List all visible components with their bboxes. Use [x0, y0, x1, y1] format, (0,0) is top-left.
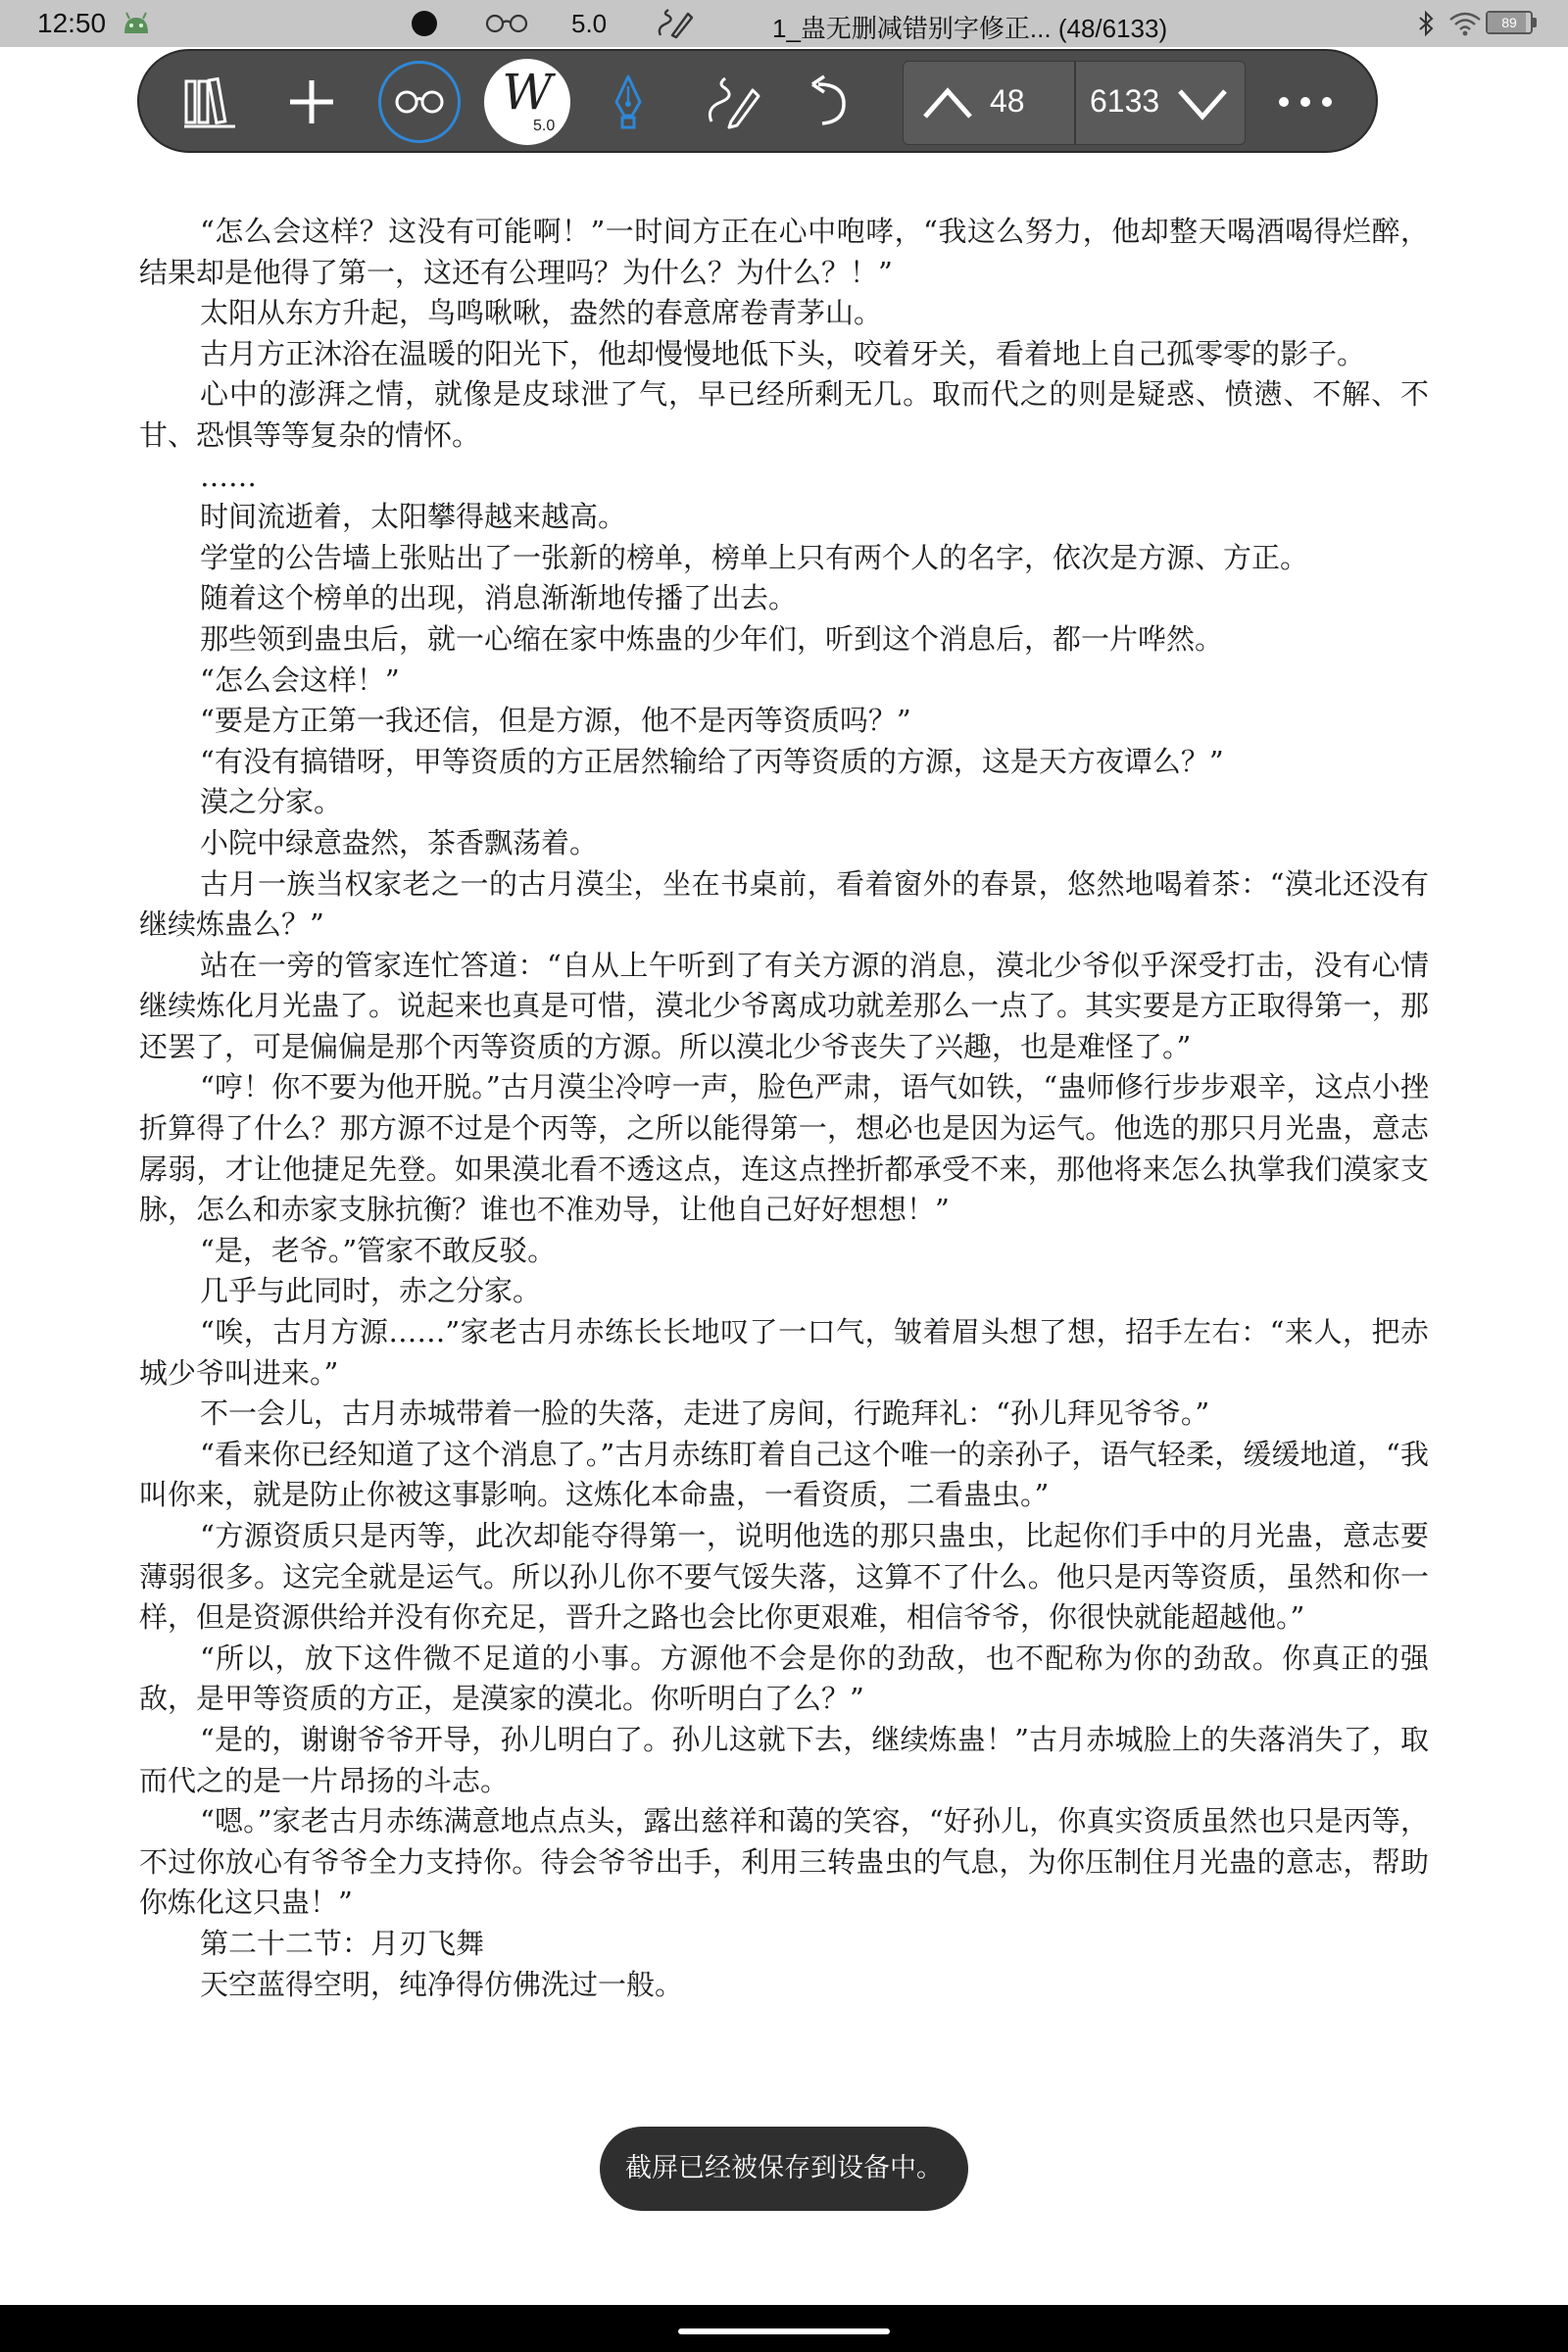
- more-icon[interactable]: [1276, 92, 1335, 112]
- paragraph: 心中的澎湃之情，就像是皮球泄了气，早已经所剩无几。取而代之的则是疑惑、愤懑、不解、不甘、恐惧等等复杂的情怀。: [139, 377, 1429, 452]
- library-icon[interactable]: [182, 75, 237, 128]
- paragraph: “有没有搞错呀，甲等资质的方正居然输给了丙等资质的方源，这是天方夜谭么？”: [200, 744, 1224, 778]
- status-bar: [0, 0, 1568, 47]
- paragraph: 天空蓝得空明，纯净得仿佛洗过一般。: [200, 1967, 684, 2001]
- page-divider: [1074, 62, 1076, 144]
- paragraph: “唉，古月方源……”家老古月赤练长长地叹了一口气，皱着眉头想了想，招手左右：“来人，把赤城少爷叫进来。”: [139, 1315, 1429, 1390]
- battery-cap: [1533, 18, 1537, 27]
- paragraph: ……: [200, 459, 257, 493]
- glasses-icon: [484, 12, 529, 35]
- paragraph: “嗯。”家老古月赤练满意地点点头，露出慈祥和蔼的笑容，“好孙儿，你真实资质虽然也只是丙等，不过你放心有爷爷全力支持你。待会爷爷出手，利用三转蛊虫的气息，为你压制住月光蛊的意志，帮助你炼化这只蛊！”: [139, 1804, 1429, 1920]
- paragraph: “怎么会这样！”: [200, 662, 400, 697]
- reader-toolbar: [137, 49, 1378, 153]
- signature-icon[interactable]: [706, 74, 762, 129]
- screenshot-saved-toast: 截屏已经被保存到设备中。: [600, 2127, 968, 2211]
- paragraph: “方源资质只是丙等，此次却能夺得第一，说明他选的那只蛊虫，比起你们手中的月光蛊，意志要薄弱很多。这完全就是运气。所以孙儿你不要气馁失落，这算不了什么。他只是丙等资质，虽然和你一样，但是资源供给并没有你充足，晋升之路也会比你更艰难，相信爷爷，你很快就能超越他。”: [139, 1519, 1429, 1635]
- current-page[interactable]: 48: [990, 83, 1025, 119]
- chevron-up-icon[interactable]: [921, 81, 974, 124]
- add-icon[interactable]: [286, 76, 337, 127]
- fountain-pen-icon[interactable]: [607, 73, 650, 131]
- status-speed: 5.0: [571, 9, 608, 38]
- paragraph: 那些领到蛊虫后，就一心缩在家中炼蛊的少年们，听到这个消息后，都一片哗然。: [200, 621, 1224, 656]
- reading-mode-button[interactable]: [378, 61, 461, 143]
- paragraph: 古月一族当权家老之一的古月漠尘，坐在书桌前，看着窗外的春景，悠然地喝着茶：“漠北还没有继续炼蛊么？”: [139, 866, 1429, 942]
- battery-percent: 89: [1501, 15, 1517, 30]
- paragraph: 随着这个榜单的出现，消息渐渐地传播了出去。: [200, 581, 798, 615]
- paragraph: 学堂的公告墙上张贴出了一张新的榜单，榜单上只有两个人的名字，依次是方源、方正。: [200, 540, 1309, 574]
- page-navigator: [903, 61, 1246, 145]
- paragraph: 古月方正沐浴在温暖的阳光下，他却慢慢地低下头，咬着牙关，看着地上自己孤零零的影子。: [200, 336, 1366, 370]
- write-speed: 5.0: [533, 118, 556, 134]
- paragraph: 几乎与此同时，赤之分家。: [200, 1274, 542, 1308]
- handwriting-mode-button[interactable]: [484, 59, 570, 145]
- reading-glasses-icon: [395, 87, 444, 117]
- paragraph: “哼！你不要为他开脱。”古月漠尘冷哼一声，脸色严肃，语气如铁，“蛊师修行步步艰辛，这点小挫折算得了什么？那方源不过是个丙等，之所以能得第一，想必也是因为运气。他选的那只月光蛊，意志孱弱，才让他捷足先登。如果漠北看不透这点，连这点挫折都承受不来，那他将来怎么执掌我们漠家支脉，怎么和赤家支脉抗衡？谁也不准劝导，让他自己好好想想！”: [139, 1070, 1429, 1227]
- paragraph: 不一会儿，古月赤城带着一脸的失落，走进了房间，行跪拜礼：“孙儿拜见爷爷。”: [200, 1396, 1210, 1431]
- paragraph: 时间流逝着，太阳攀得越来越高。: [200, 500, 627, 534]
- undo-icon[interactable]: [808, 74, 852, 129]
- paragraph: 第二十二节：月刃飞舞: [200, 1926, 485, 1960]
- wifi-icon: [1448, 10, 1482, 37]
- document-title: 1_蛊无删减错别字修正... (48/6133): [772, 14, 1168, 43]
- navigation-bar: [0, 2305, 1568, 2352]
- battery-icon: [1486, 11, 1533, 34]
- paragraph: 漠之分家。: [200, 785, 343, 819]
- paragraph: “怎么会这样？这没有可能啊！”一时间方正在心中咆哮，“我这么努力，他却整天喝酒喝得烂醉，结果却是他得了第一，这还有公理吗？为什么？为什么？！”: [139, 215, 1429, 289]
- paragraph: “要是方正第一我还信，但是方源，他不是丙等资质吗？”: [200, 704, 911, 738]
- paragraph: “是的，谢谢爷爷开导，孙儿明白了。孙儿这就下去，继续炼蛊！”古月赤城脸上的失落消失了，取而代之的是一片昂扬的斗志。: [139, 1722, 1429, 1797]
- android-icon: [122, 10, 151, 35]
- paragraph: 站在一旁的管家连忙答道：“自从上午听到了有关方源的消息，漠北少爷似乎深受打击，没有心情继续炼化月光蛊了。说起来也真是可惜，漠北少爷离成功就差那么一点了。其实要是方正取得第一，那还罢了，可是偏偏是那个丙等资质的方源。所以漠北少爷丧失了兴趣，也是难怪了。”: [139, 948, 1429, 1063]
- paragraph: 小院中绿意盎然，茶香飘荡着。: [200, 825, 599, 859]
- record-dot-icon: [412, 11, 437, 36]
- paragraph: “看来你已经知道了这个消息了。”古月赤练盯着自己这个唯一的亲孙子，语气轻柔，缓缓地道，“我叫你来，就是防止你被这事影响。这炼化本命蛊，一看资质，二看蛊虫。”: [139, 1437, 1429, 1512]
- home-handle[interactable]: [678, 2328, 890, 2334]
- document-text[interactable]: [139, 212, 1429, 2005]
- total-pages[interactable]: 6133: [1090, 83, 1160, 119]
- bluetooth-icon: [1417, 10, 1435, 37]
- handwriting-icon: W: [502, 64, 553, 121]
- paragraph: “所以，放下这件微不足道的小事。方源他不会是你的劲敌，也不配称为你的劲敌。你真正的强敌，是甲等资质的方正，是漠家的漠北。你听明白了么？”: [139, 1641, 1429, 1716]
- paragraph: 太阳从东方升起，鸟鸣啾啾，盎然的春意席卷青茅山。: [200, 296, 883, 330]
- chevron-down-icon[interactable]: [1176, 81, 1229, 124]
- paragraph: “是，老爷。”管家不敢反驳。: [200, 1233, 557, 1267]
- status-time: 12:50: [37, 8, 107, 38]
- pen-signature-icon: [655, 6, 694, 41]
